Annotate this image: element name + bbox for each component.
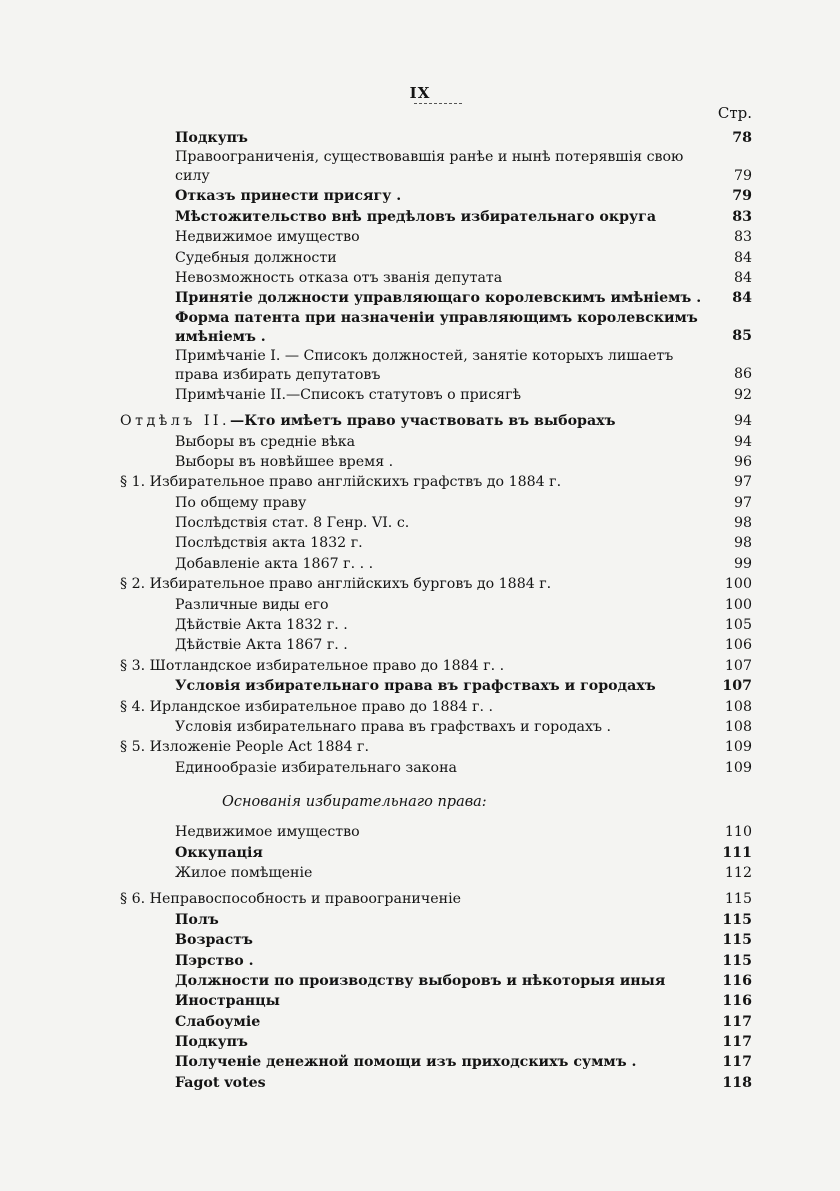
- toc-entry: [120, 951, 752, 971]
- toc-entry-text: Форма патента при назначеніи управляющимъ королевскимъ имѣніемъ .: [175, 309, 698, 345]
- toc-entry-page: 98: [733, 515, 752, 532]
- toc-entry: [120, 533, 752, 553]
- toc-entry: [120, 1073, 752, 1093]
- toc-entry: [120, 288, 752, 308]
- toc-entry-page: 107: [724, 657, 752, 674]
- toc-section: [120, 889, 752, 909]
- department-lead: Отдѣлъ II.: [120, 413, 231, 430]
- toc-entry-page: 92: [733, 386, 752, 403]
- toc-section-text: § 5. Изложеніе People Act 1884 г.: [120, 739, 369, 756]
- toc-section-text: § 4. Ирландское избирательное право до 1884 г. .: [120, 698, 494, 715]
- toc-entry: [120, 1052, 752, 1072]
- toc-entry-page: 108: [724, 698, 752, 715]
- toc-entry-page: 117: [722, 1013, 752, 1030]
- toc-entry: [120, 595, 752, 615]
- toc-entry-page: 110: [724, 824, 752, 841]
- toc-entry: [120, 186, 752, 206]
- toc-entry-text: Должности по производству выборовъ и нѣкоторыя иныя: [175, 972, 666, 989]
- toc-entry-text: Подкупъ: [175, 130, 248, 146]
- toc-entry-text: Послѣдствія акта 1832 г.: [175, 535, 363, 552]
- toc-entry: [120, 1032, 752, 1052]
- toc-entry: [120, 268, 752, 288]
- toc-entry-text: Правоограниченія, существовавшія ранѣе и нынѣ потерявшія свою силу: [175, 149, 684, 185]
- table-of-contents: [120, 128, 752, 1093]
- toc-entry-page: 78: [732, 130, 752, 146]
- toc-entry-page: 97: [733, 494, 752, 511]
- toc-entry-text: Примѣчаніе I. — Списокъ должностей, занятіе которыхъ лишаетъ права избирать депутатовъ: [175, 347, 674, 383]
- toc-section-text: § 1. Избирательное право англійскихъ графствъ до 1884 г.: [120, 474, 562, 491]
- toc-entry-text: Полъ: [175, 911, 219, 928]
- toc-entry: [120, 493, 752, 513]
- toc-entry: [120, 615, 752, 635]
- toc-entry-page: 111: [722, 844, 752, 861]
- toc-entry-page: 84: [733, 249, 752, 266]
- toc-entry-page: 100: [724, 576, 752, 593]
- toc-entry-page: 79: [732, 188, 752, 205]
- toc-entry-text: Дѣйствіе Акта 1832 г. .: [175, 617, 348, 634]
- toc-entry-page: 83: [732, 208, 752, 225]
- page-number: IX: [409, 84, 431, 102]
- toc-entry-page: 100: [724, 596, 752, 613]
- toc-entry: [120, 309, 752, 347]
- toc-entry-page: 116: [722, 993, 752, 1010]
- toc-entry-text: Недвижимое имущество: [175, 824, 360, 841]
- page-column-label: Стр.: [717, 104, 752, 122]
- toc-entry: [120, 910, 752, 930]
- toc-entry-page: 86: [733, 366, 752, 383]
- toc-entry: [120, 347, 752, 385]
- toc-entry-page: 99: [733, 555, 752, 572]
- toc-department-text: [120, 411, 720, 431]
- toc-entry-page: 94: [733, 413, 752, 430]
- toc-entry-text: Полученіе денежной помощи изъ приходскихъ суммъ .: [175, 1054, 637, 1071]
- toc-entry: [120, 717, 752, 737]
- toc-section: [120, 574, 752, 594]
- toc-entry-text: Мѣстожительство внѣ предѣловъ избирательнаго округа: [175, 208, 657, 225]
- toc-entry-text: Иностранцы: [175, 993, 280, 1010]
- toc-entry: [120, 635, 752, 655]
- toc-entry: [120, 843, 752, 863]
- toc-department: [120, 411, 752, 431]
- toc-subheading: Основанія избирательнаго права:: [222, 794, 487, 811]
- toc-section-text: § 3. Шотландское избирательное право до 1884 г. .: [120, 657, 505, 674]
- toc-section: [120, 697, 752, 717]
- toc-entry-page: 115: [724, 891, 752, 908]
- toc-entry-text: Выборы въ новѣйшее время .: [175, 453, 394, 470]
- toc-entry-page: 106: [724, 637, 752, 654]
- toc-entry: [120, 822, 752, 842]
- toc-entry-page: 115: [722, 911, 752, 928]
- toc-entry-page: 117: [722, 1034, 752, 1051]
- toc-entry: [120, 758, 752, 778]
- spacer: [120, 778, 752, 788]
- toc-entry: [120, 1012, 752, 1032]
- toc-entry-text: Принятіе должности управляющаго королевскимъ имѣніемъ .: [175, 290, 702, 307]
- toc-entry-text: Условія избирательнаго права въ графствахъ и городахъ: [175, 678, 656, 695]
- toc-entry: [120, 207, 752, 227]
- toc-section-text: § 2. Избирательное право англійскихъ бурговъ до 1884 г.: [120, 576, 552, 593]
- toc-entry-text: Fagot votes: [175, 1074, 266, 1091]
- toc-entry-page: 115: [722, 952, 752, 969]
- toc-entry-page: 107: [722, 678, 752, 695]
- toc-entry: [120, 863, 752, 883]
- toc-entry: [120, 128, 752, 148]
- toc-entry-text: По общему праву: [175, 494, 307, 511]
- toc-entry: [120, 971, 752, 991]
- toc-entry: [120, 930, 752, 950]
- toc-entry: [120, 452, 752, 472]
- toc-entry-text: Различные виды его: [175, 596, 329, 613]
- toc-entry-text: Оккупація: [175, 844, 263, 861]
- toc-entry-text: Невозможность отказа отъ званія депутата: [175, 269, 503, 286]
- toc-entry-text: Возрастъ: [175, 932, 253, 949]
- toc-entry-text: Подкупъ: [175, 1034, 248, 1051]
- toc-entry-text: Слабоуміе: [175, 1013, 261, 1030]
- toc-entry-page: 109: [724, 739, 752, 756]
- toc-entry: [120, 148, 752, 186]
- toc-entry-page: 83: [733, 229, 752, 246]
- toc-entry: [120, 513, 752, 533]
- toc-entry: [120, 227, 752, 247]
- toc-entry-text: Условія избирательнаго права въ графствахъ и городахъ .: [175, 718, 611, 735]
- toc-entry: [120, 554, 752, 574]
- toc-section: [120, 737, 752, 757]
- toc-entry-text: Добавленіе акта 1867 г. . .: [175, 555, 374, 572]
- toc-entry-page: 96: [733, 453, 752, 470]
- toc-entry-page: 105: [724, 617, 752, 634]
- toc-entry-text: Отказъ принести присягу .: [175, 188, 402, 205]
- toc-entry-page: 79: [733, 167, 752, 184]
- toc-entry-page: 84: [733, 269, 752, 286]
- toc-entry-page: 115: [722, 932, 752, 949]
- toc-entry: [120, 385, 752, 405]
- toc-entry-text: Пэрство .: [175, 952, 254, 969]
- toc-entry-page: 116: [722, 972, 752, 989]
- toc-entry: [120, 432, 752, 452]
- toc-section: [120, 656, 752, 676]
- toc-entry-page: 109: [724, 759, 752, 776]
- toc-section: [120, 472, 752, 492]
- toc-entry-text: Недвижимое имущество: [175, 229, 360, 246]
- toc-entry-page: 118: [722, 1074, 752, 1091]
- toc-entry-text: Жилое помѣщеніе: [175, 864, 313, 881]
- toc-entry-page: 84: [732, 290, 752, 307]
- toc-entry-page: 98: [733, 535, 752, 552]
- toc-entry-text: Единообразіе избирательнаго закона: [175, 759, 457, 776]
- toc-entry-text: Послѣдствія стат. 8 Генр. VI. с.: [175, 515, 410, 532]
- toc-section-text: § 6. Неправоспособность и правоограниченіе: [120, 891, 462, 908]
- department-title: —Кто имѣетъ право участвовать въ выборахъ: [230, 413, 616, 430]
- toc-entry-page: 108: [724, 718, 752, 735]
- toc-entry-page: 97: [733, 474, 752, 491]
- toc-entry-page: 117: [722, 1054, 752, 1071]
- toc-entry-page: 94: [733, 433, 752, 450]
- toc-entry-text: Судебныя должности: [175, 249, 337, 266]
- toc-entry-page: 112: [724, 864, 752, 881]
- toc-entry-text: Примѣчаніе II.—Списокъ статутовъ о присягѣ: [175, 386, 522, 403]
- toc-entry-page: 85: [732, 328, 752, 345]
- toc-entry-text: Дѣйствіе Акта 1867 г. .: [175, 637, 348, 654]
- page-number-rule: [414, 103, 462, 104]
- toc-entry-text: Выборы въ средніе вѣка: [175, 433, 356, 450]
- toc-entry: [120, 991, 752, 1011]
- toc-entry: [120, 676, 752, 696]
- toc-entry: [120, 248, 752, 268]
